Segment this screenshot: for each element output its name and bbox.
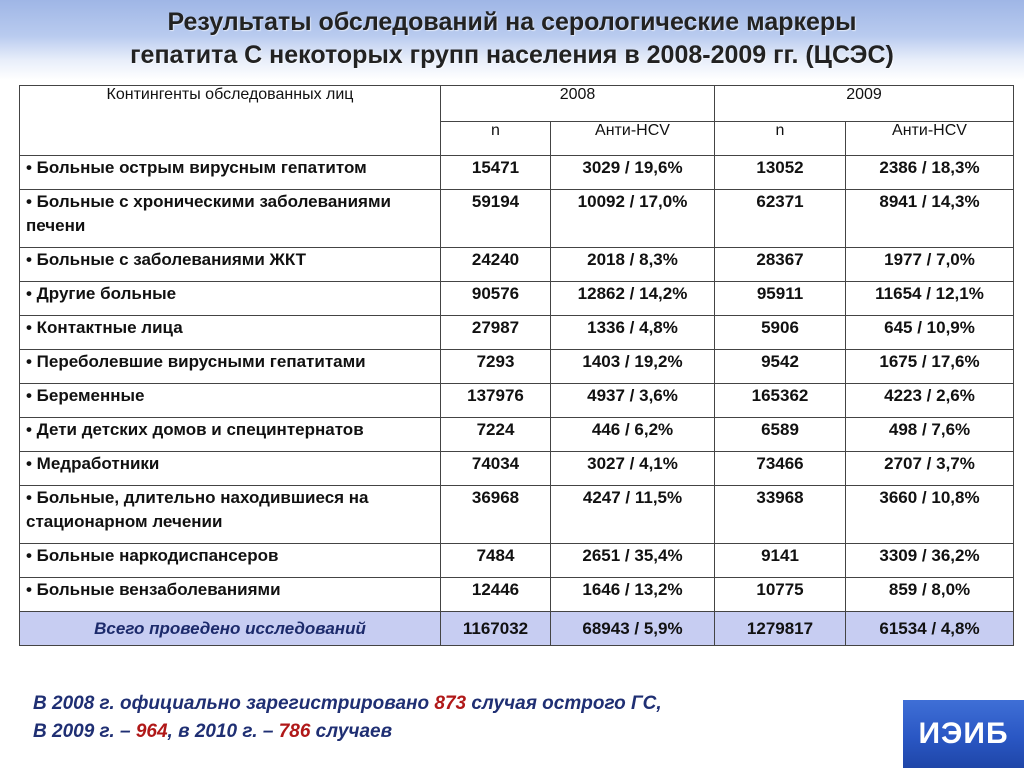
cell-n-2008: 36968 [441, 486, 551, 544]
table-row [20, 316, 1014, 350]
cell-n-2008: 12446 [441, 578, 551, 612]
cell-anti-hcv-2008: 3027 / 4,1% [551, 452, 715, 486]
organization-logo: ИЭИБ [903, 700, 1024, 768]
cell-n-2009: 28367 [715, 248, 846, 282]
header-contingent: Контингенты обследованных лиц [20, 86, 441, 156]
cell-n-2009: 9141 [715, 544, 846, 578]
cell-n-2009: 10775 [715, 578, 846, 612]
cell-n-2008: 15471 [441, 156, 551, 190]
row-label: • Другие больные [20, 282, 441, 316]
cell-anti-hcv-2008: 1646 / 13,2% [551, 578, 715, 612]
cell-anti-hcv-2008: 12862 / 14,2% [551, 282, 715, 316]
cell-anti-hcv-2009: 11654 / 12,1% [846, 282, 1014, 316]
table-row [20, 282, 1014, 316]
row-label: • Больные вензаболеваниями [20, 578, 441, 612]
row-label: • Больные с заболеваниями ЖКТ [20, 248, 441, 282]
cell-n-2009: 5906 [715, 316, 846, 350]
table-row [20, 190, 1014, 248]
total-n-2009: 1279817 [715, 612, 846, 646]
cell-anti-hcv-2009: 8941 / 14,3% [846, 190, 1014, 248]
table-row [20, 544, 1014, 578]
total-label: Всего проведено исследований [20, 612, 441, 646]
cell-anti-hcv-2009: 1675 / 17,6% [846, 350, 1014, 384]
cell-n-2008: 74034 [441, 452, 551, 486]
cell-n-2008: 7293 [441, 350, 551, 384]
cell-n-2009: 9542 [715, 350, 846, 384]
cell-anti-hcv-2008: 1403 / 19,2% [551, 350, 715, 384]
footnote-text: случаев [310, 721, 393, 742]
row-label: • Переболевшие вирусными гепатитами [20, 350, 441, 384]
cell-n-2008: 59194 [441, 190, 551, 248]
cell-n-2008: 27987 [441, 316, 551, 350]
total-n-2008: 1167032 [441, 612, 551, 646]
table-row [20, 452, 1014, 486]
cell-anti-hcv-2008: 4937 / 3,6% [551, 384, 715, 418]
table-row [20, 248, 1014, 282]
header-n-2009: n [715, 122, 846, 156]
header-anti-hcv-2009: Анти-HCV [846, 122, 1014, 156]
total-anti-hcv-2008: 68943 / 5,9% [551, 612, 715, 646]
page-title-line-1: Результаты обследований на серологические маркеры [167, 8, 857, 36]
footnote-highlight-number: 964 [135, 721, 168, 742]
cell-anti-hcv-2008: 10092 / 17,0% [551, 190, 715, 248]
footnote-highlight-number: 786 [278, 721, 311, 742]
table-row [20, 418, 1014, 452]
cell-n-2009: 73466 [715, 452, 846, 486]
page-title-line-2: гепатита С некоторых групп населения в 2008-2009 гг. (ЦСЭС) [130, 41, 894, 69]
cell-anti-hcv-2009: 1977 / 7,0% [846, 248, 1014, 282]
cell-n-2009: 95911 [715, 282, 846, 316]
cell-anti-hcv-2009: 2386 / 18,3% [846, 156, 1014, 190]
table-row [20, 156, 1014, 190]
row-label: • Больные, длительно находившиеся на стационарном лечении [20, 486, 441, 544]
cell-n-2009: 62371 [715, 190, 846, 248]
row-label: • Больные с хроническими заболеваниями печени [20, 190, 441, 248]
cell-n-2009: 33968 [715, 486, 846, 544]
row-label: • Контактные лица [20, 316, 441, 350]
header-year-2008: 2008 [441, 86, 715, 122]
footnote-line-2 [33, 718, 853, 746]
cell-anti-hcv-2008: 2651 / 35,4% [551, 544, 715, 578]
row-label: • Беременные [20, 384, 441, 418]
cell-anti-hcv-2008: 2018 / 8,3% [551, 248, 715, 282]
cell-anti-hcv-2008: 446 / 6,2% [551, 418, 715, 452]
cell-n-2009: 165362 [715, 384, 846, 418]
cell-n-2008: 137976 [441, 384, 551, 418]
page-title [0, 6, 1024, 72]
cell-n-2008: 24240 [441, 248, 551, 282]
footnote-text: случая острого ГС, [466, 693, 662, 714]
cell-n-2008: 7224 [441, 418, 551, 452]
total-anti-hcv-2009: 61534 / 4,8% [846, 612, 1014, 646]
table-row [20, 350, 1014, 384]
table-row [20, 384, 1014, 418]
footnote-text: В 2009 г. – [33, 721, 136, 742]
table-row [20, 486, 1014, 544]
row-label: • Медработники [20, 452, 441, 486]
header-year-2009: 2009 [715, 86, 1014, 122]
cell-anti-hcv-2009: 3660 / 10,8% [846, 486, 1014, 544]
cell-anti-hcv-2008: 1336 / 4,8% [551, 316, 715, 350]
row-label: • Больные наркодиспансеров [20, 544, 441, 578]
cell-anti-hcv-2008: 4247 / 11,5% [551, 486, 715, 544]
row-label: • Дети детских домов и специнтернатов [20, 418, 441, 452]
footnote-line-1 [33, 690, 853, 718]
row-label: • Больные острым вирусным гепатитом [20, 156, 441, 190]
cell-n-2009: 13052 [715, 156, 846, 190]
total-row [20, 612, 1014, 646]
footnote-text: , в 2010 г. – [167, 721, 279, 742]
cell-anti-hcv-2009: 3309 / 36,2% [846, 544, 1014, 578]
cell-anti-hcv-2009: 498 / 7,6% [846, 418, 1014, 452]
header-n-2008: n [441, 122, 551, 156]
cell-anti-hcv-2009: 4223 / 2,6% [846, 384, 1014, 418]
cell-anti-hcv-2009: 645 / 10,9% [846, 316, 1014, 350]
header-anti-hcv-2008: Анти-HCV [551, 122, 715, 156]
table-row [20, 578, 1014, 612]
cell-anti-hcv-2009: 2707 / 3,7% [846, 452, 1014, 486]
cell-anti-hcv-2008: 3029 / 19,6% [551, 156, 715, 190]
footnote [33, 690, 853, 746]
footnote-highlight-number: 873 [434, 693, 467, 714]
cell-n-2009: 6589 [715, 418, 846, 452]
results-table [19, 85, 1014, 646]
cell-n-2008: 90576 [441, 282, 551, 316]
cell-anti-hcv-2009: 859 / 8,0% [846, 578, 1014, 612]
footnote-text: В 2008 г. официально зарегистрировано [33, 693, 435, 714]
cell-n-2008: 7484 [441, 544, 551, 578]
